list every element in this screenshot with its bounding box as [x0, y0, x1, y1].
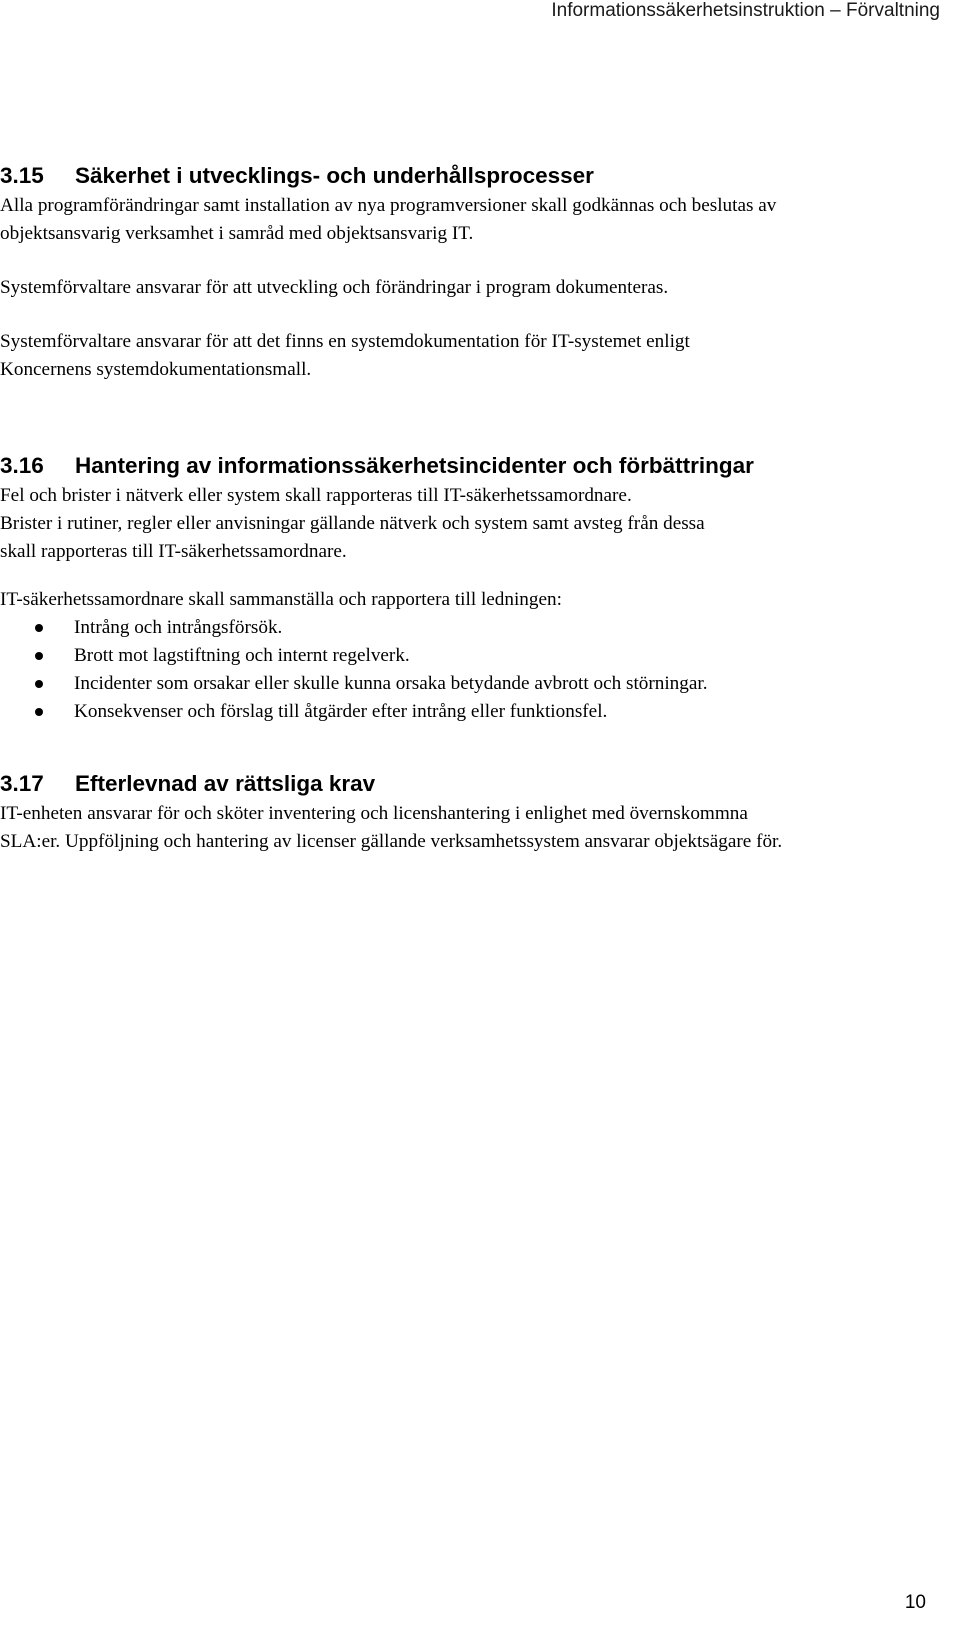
list-item-text: Brott mot lagstiftning och internt regelverk. — [74, 645, 410, 666]
section-title: Säkerhet i utvecklings- och underhållsprocesser — [75, 163, 594, 188]
list-item — [0, 642, 940, 670]
paragraph-line: skall rapporteras till IT-säkerhetssamordnare. — [0, 541, 347, 562]
section-heading — [0, 770, 940, 798]
section-number: 3.17 — [0, 771, 44, 796]
paragraph — [0, 192, 940, 248]
paragraph: IT-säkerhetssamordnare skall sammanställa och rapportera till ledningen: — [0, 589, 562, 610]
section-title: Efterlevnad av rättsliga krav — [75, 771, 376, 796]
list-item-text: Incidenter som orsakar eller skulle kunna orsaka betydande avbrott och störningar. — [74, 673, 708, 694]
list-item — [0, 698, 940, 726]
section-number: 3.16 — [0, 453, 44, 478]
section-number: 3.15 — [0, 163, 44, 188]
list-item-text: Konsekvenser och förslag till åtgärder efter intrång eller funktionsfel. — [74, 701, 608, 722]
paragraph-line: objektsansvarig verksamhet i samråd med objektsansvarig IT. — [0, 223, 474, 244]
bullet-icon — [35, 708, 43, 716]
paragraph-line: Alla programförändringar samt installation av nya programversioner skall godkännas och beslutas av — [0, 195, 777, 216]
paragraph-line: IT-enheten ansvarar för och sköter inventering och licenshantering i enlighet med övernskommna — [0, 803, 748, 824]
bullet-list — [0, 614, 940, 726]
list-item-text: Intrång och intrångsförsök. — [74, 617, 283, 638]
list-item — [0, 614, 940, 642]
section-heading — [0, 162, 940, 190]
paragraph: Systemförvaltare ansvarar för att utveckling och förändringar i program dokumenteras. — [0, 277, 669, 298]
list-item — [0, 670, 940, 698]
section-3-15 — [0, 162, 940, 384]
paragraph — [0, 510, 940, 566]
paragraph-line: Koncernens systemdokumentationsmall. — [0, 359, 312, 380]
paragraph-line: Brister i rutiner, regler eller anvisningar gällande nätverk och system samt avsteg från dessa — [0, 513, 705, 534]
paragraph — [0, 328, 940, 384]
section-3-17 — [0, 770, 940, 856]
bullet-icon — [35, 680, 43, 688]
page-number: 10 — [904, 1592, 926, 1613]
bullet-icon — [35, 624, 43, 632]
section-title: Hantering av informationssäkerhetsincidenter och förbättringar — [75, 453, 754, 478]
paragraph: Fel och brister i nätverk eller system skall rapporteras till IT-säkerhetssamordnare. — [0, 485, 632, 506]
bullet-icon — [35, 652, 43, 660]
running-header-title: Informationssäkerhetsinstruktion – Förvaltning — [551, 0, 940, 21]
paragraph-line: SLA:er. Uppföljning och hantering av licenser gällande verksamhetssystem ansvarar objektsägare för. — [0, 831, 783, 852]
section-heading — [0, 452, 940, 480]
paragraph — [0, 800, 940, 856]
section-3-16 — [0, 452, 940, 726]
paragraph-line: Systemförvaltare ansvarar för att det finns en systemdokumentation för IT-systemet enligt — [0, 331, 690, 352]
